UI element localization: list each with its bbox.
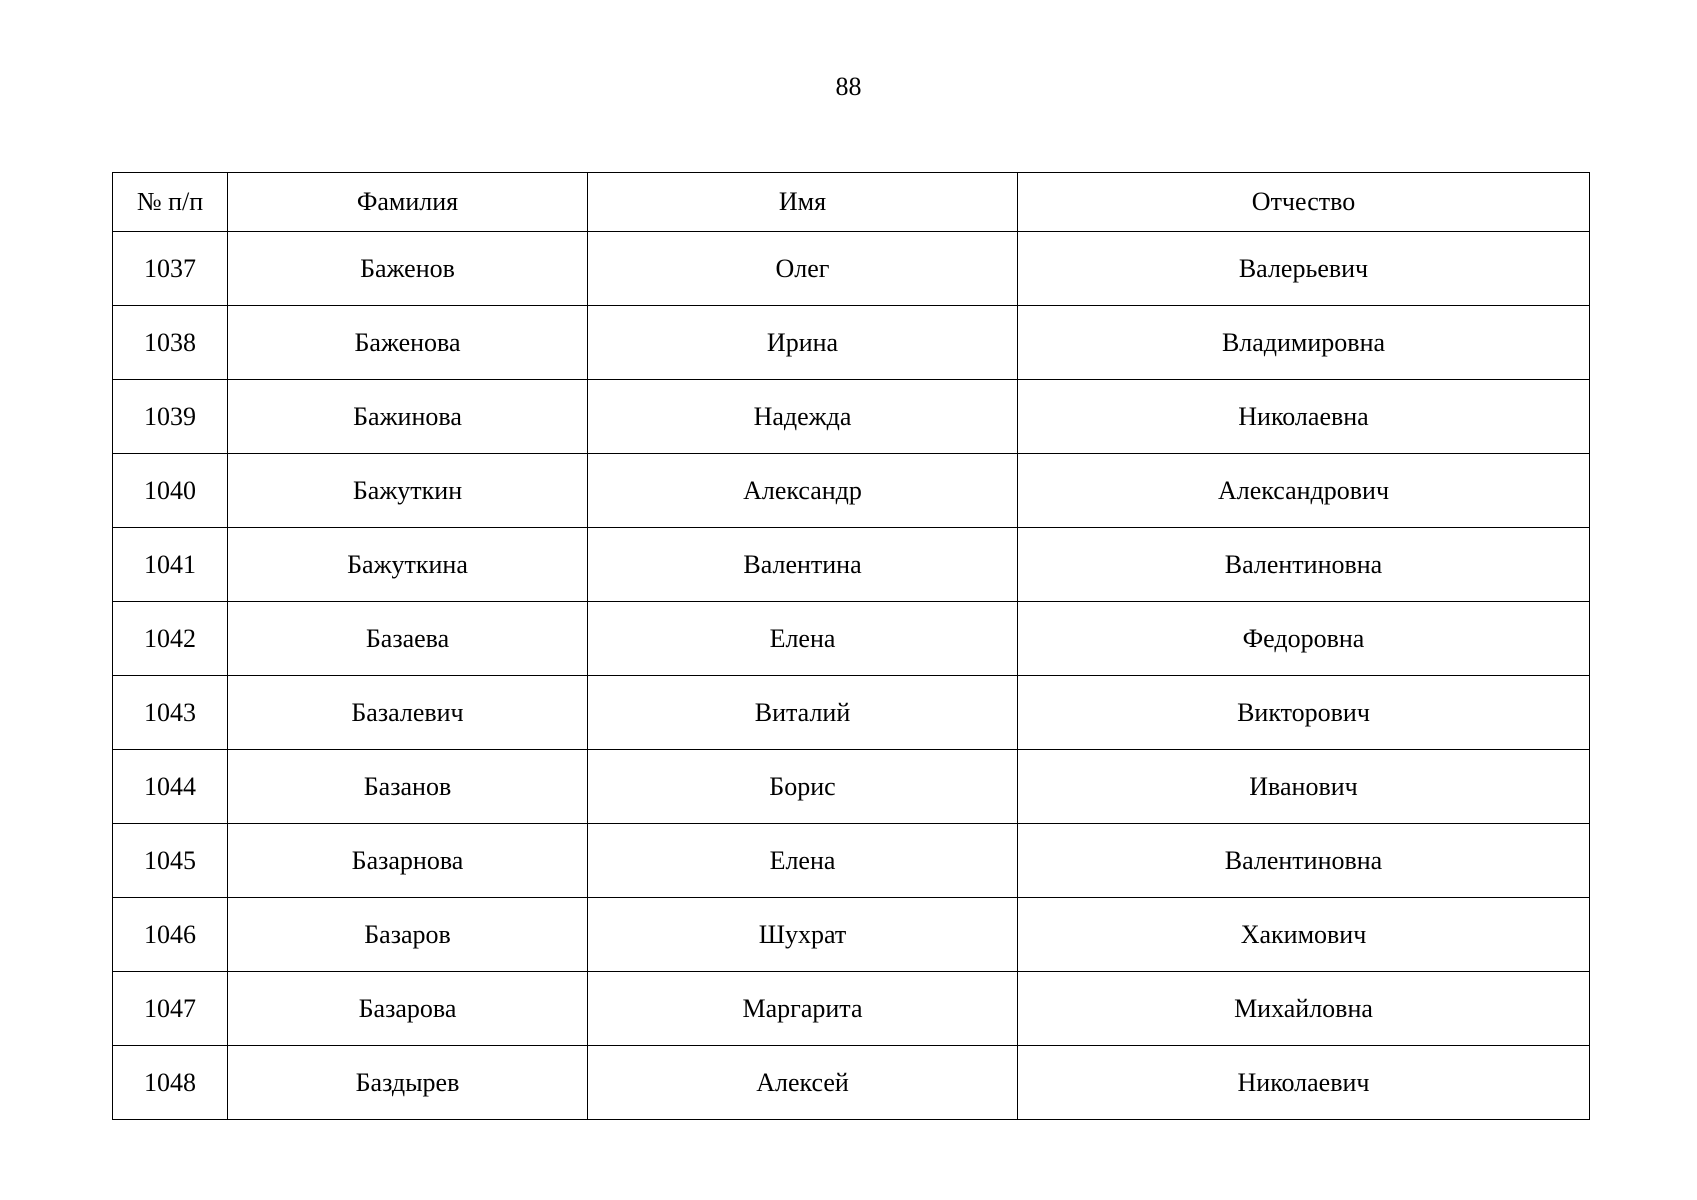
table-row — [113, 602, 1590, 676]
table-row — [113, 750, 1590, 824]
cell-patronymic: Федоровна — [1018, 602, 1590, 676]
cell-first-name: Виталий — [588, 676, 1018, 750]
cell-last-name: Баженова — [228, 306, 588, 380]
cell-last-name: Бажуткин — [228, 454, 588, 528]
table-row — [113, 380, 1590, 454]
table-row — [113, 306, 1590, 380]
cell-first-name: Олег — [588, 232, 1018, 306]
cell-number: 1038 — [113, 306, 228, 380]
cell-patronymic: Валентиновна — [1018, 528, 1590, 602]
cell-number: 1048 — [113, 1046, 228, 1120]
column-header-patronymic: Отчество — [1018, 173, 1590, 232]
cell-last-name: Базаева — [228, 602, 588, 676]
cell-patronymic: Валерьевич — [1018, 232, 1590, 306]
cell-first-name: Алексей — [588, 1046, 1018, 1120]
column-header-number: № п/п — [113, 173, 228, 232]
cell-number: 1039 — [113, 380, 228, 454]
cell-number: 1047 — [113, 972, 228, 1046]
cell-last-name: Базалевич — [228, 676, 588, 750]
table-row — [113, 824, 1590, 898]
cell-patronymic: Хакимович — [1018, 898, 1590, 972]
cell-last-name: Базарова — [228, 972, 588, 1046]
page-number: 88 — [835, 72, 862, 101]
cell-patronymic: Александрович — [1018, 454, 1590, 528]
cell-last-name: Базанов — [228, 750, 588, 824]
column-header-first-name: Имя — [588, 173, 1018, 232]
cell-number: 1037 — [113, 232, 228, 306]
cell-first-name: Ирина — [588, 306, 1018, 380]
cell-first-name: Александр — [588, 454, 1018, 528]
cell-first-name: Маргарита — [588, 972, 1018, 1046]
cell-last-name: Баженов — [228, 232, 588, 306]
table-row — [113, 898, 1590, 972]
cell-last-name: Бажинова — [228, 380, 588, 454]
cell-patronymic: Николаевич — [1018, 1046, 1590, 1120]
cell-last-name: Базарнова — [228, 824, 588, 898]
table-row — [113, 972, 1590, 1046]
cell-first-name: Елена — [588, 602, 1018, 676]
cell-patronymic: Михайловна — [1018, 972, 1590, 1046]
cell-number: 1043 — [113, 676, 228, 750]
table-row — [113, 454, 1590, 528]
table-header-row — [113, 173, 1590, 232]
table-row — [113, 676, 1590, 750]
cell-number: 1041 — [113, 528, 228, 602]
cell-last-name: Базаров — [228, 898, 588, 972]
cell-number: 1040 — [113, 454, 228, 528]
table-row — [113, 1046, 1590, 1120]
cell-last-name: Баздырев — [228, 1046, 588, 1120]
cell-number: 1044 — [113, 750, 228, 824]
cell-first-name: Валентина — [588, 528, 1018, 602]
cell-patronymic: Иванович — [1018, 750, 1590, 824]
cell-number: 1046 — [113, 898, 228, 972]
table-row — [113, 528, 1590, 602]
cell-number: 1042 — [113, 602, 228, 676]
cell-patronymic: Николаевна — [1018, 380, 1590, 454]
names-table — [112, 172, 1590, 1120]
cell-patronymic: Валентиновна — [1018, 824, 1590, 898]
table-row — [113, 232, 1590, 306]
cell-first-name: Борис — [588, 750, 1018, 824]
cell-first-name: Елена — [588, 824, 1018, 898]
column-header-last-name: Фамилия — [228, 173, 588, 232]
cell-patronymic: Викторович — [1018, 676, 1590, 750]
cell-last-name: Бажуткина — [228, 528, 588, 602]
cell-number: 1045 — [113, 824, 228, 898]
cell-first-name: Надежда — [588, 380, 1018, 454]
table-body — [113, 232, 1590, 1120]
cell-first-name: Шухрат — [588, 898, 1018, 972]
cell-patronymic: Владимировна — [1018, 306, 1590, 380]
